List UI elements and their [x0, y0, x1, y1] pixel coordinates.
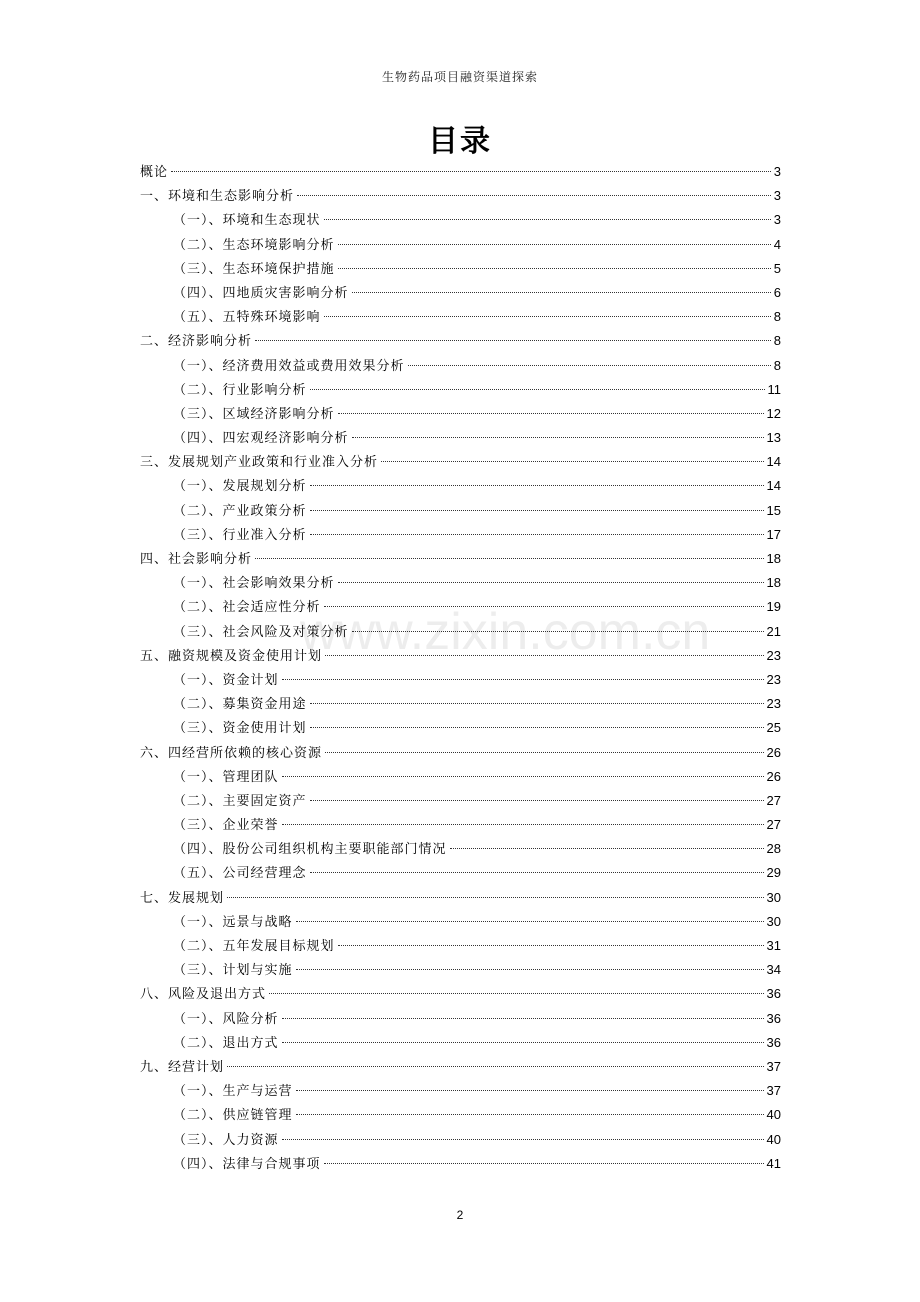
toc-entry-section[interactable]	[140, 813, 781, 837]
toc-entry-section[interactable]	[140, 378, 781, 402]
toc-entry-chapter[interactable]	[140, 160, 781, 184]
toc-entry-page: 30	[766, 913, 781, 929]
toc-entry-section[interactable]	[140, 789, 781, 813]
toc-entry-page: 27	[766, 792, 781, 808]
toc-entry-title: （三）、行业准入分析	[173, 527, 307, 543]
toc-entry-section[interactable]	[140, 402, 781, 426]
toc-entry-title: （二）、主要固定资产	[173, 793, 307, 809]
toc-entry-section[interactable]	[140, 692, 781, 716]
toc-entry-chapter[interactable]	[140, 741, 781, 765]
toc-entry-title: （四）、法律与合规事项	[173, 1156, 321, 1172]
toc-title: 目录	[428, 124, 492, 159]
toc-entry-section[interactable]	[140, 281, 781, 305]
toc-entry-page: 8	[773, 309, 781, 325]
toc-leader-dots	[352, 292, 771, 293]
toc-entry-page: 29	[766, 865, 781, 881]
toc-entry-section[interactable]	[140, 233, 781, 257]
toc-entry-page: 36	[766, 986, 781, 1002]
toc-entry-title: （一）、资金计划	[173, 672, 279, 688]
toc-leader-dots	[282, 776, 764, 777]
toc-entry-title: 七、发展规划	[140, 890, 225, 906]
toc-leader-dots	[282, 1018, 764, 1019]
toc-entry-chapter[interactable]	[140, 547, 781, 571]
toc-leader-dots	[171, 171, 771, 172]
toc-leader-dots	[255, 340, 771, 341]
toc-entry-page: 23	[766, 671, 781, 687]
toc-leader-dots	[296, 921, 764, 922]
toc-entry-title: （二）、供应链管理	[173, 1108, 293, 1124]
toc-entry-title: （二）、社会适应性分析	[173, 600, 321, 616]
toc-entry-page: 18	[766, 551, 781, 566]
toc-entry-title: （二）、行业影响分析	[173, 382, 307, 398]
toc-leader-dots	[282, 1042, 764, 1043]
toc-entry-page: 21	[766, 623, 781, 639]
toc-entry-page: 3	[773, 188, 781, 204]
toc-leader-dots	[325, 752, 764, 753]
toc-entry-page: 26	[766, 744, 781, 760]
toc-entry-section[interactable]	[140, 1079, 781, 1103]
toc-entry-section[interactable]	[140, 474, 781, 498]
toc-entry-chapter[interactable]	[140, 329, 781, 353]
toc-entry-section[interactable]	[140, 1103, 781, 1127]
toc-entry-chapter[interactable]	[140, 450, 781, 474]
toc-entry-page: 14	[766, 454, 781, 470]
running-header: 生物药品项目融资渠道探索	[381, 70, 538, 84]
toc-entry-title: 一、环境和生态影响分析	[140, 189, 295, 205]
toc-leader-dots	[338, 268, 771, 269]
toc-entry-page: 4	[773, 236, 781, 252]
toc-entry-title: （一）、社会影响效果分析	[173, 576, 335, 592]
toc-entry-page: 30	[766, 889, 781, 905]
table-of-contents	[140, 160, 781, 1176]
toc-leader-dots	[338, 244, 771, 245]
toc-entry-section[interactable]	[140, 1128, 781, 1152]
toc-leader-dots	[324, 219, 771, 220]
toc-entry-section[interactable]	[140, 765, 781, 789]
toc-entry-page: 11	[767, 381, 781, 397]
watermark: www.zixin.com.cn	[300, 603, 711, 661]
toc-entry-section[interactable]	[140, 958, 781, 982]
toc-entry-section[interactable]	[140, 1031, 781, 1055]
toc-entry-title: （二）、产业政策分析	[173, 503, 307, 519]
toc-entry-title: 二、经济影响分析	[140, 334, 253, 350]
toc-entry-page: 36	[766, 1034, 781, 1050]
toc-entry-section[interactable]	[140, 837, 781, 861]
toc-entry-page: 37	[766, 1058, 781, 1074]
toc-leader-dots	[310, 485, 764, 486]
toc-entry-chapter[interactable]	[140, 982, 781, 1006]
toc-entry-title: 八、风险及退出方式	[140, 987, 267, 1003]
toc-entry-title: （三）、资金使用计划	[173, 721, 307, 737]
toc-leader-dots	[310, 800, 764, 801]
toc-entry-title: （四）、四地质灾害影响分析	[173, 285, 349, 301]
toc-entry-title: （一）、经济费用效益或费用效果分析	[173, 358, 405, 374]
toc-entry-title: （二）、退出方式	[173, 1035, 279, 1051]
toc-entry-section[interactable]	[140, 426, 781, 450]
toc-entry-page: 17	[766, 526, 781, 542]
toc-entry-page: 3	[773, 212, 781, 228]
toc-entry-page: 26	[766, 768, 781, 784]
toc-leader-dots	[227, 897, 764, 898]
toc-entry-title: 四、社会影响分析	[140, 552, 253, 567]
toc-entry-section[interactable]	[140, 1152, 781, 1176]
toc-entry-section[interactable]	[140, 257, 781, 281]
toc-leader-dots	[381, 461, 764, 462]
toc-entry-section[interactable]	[140, 934, 781, 958]
toc-entry-section[interactable]	[140, 595, 781, 619]
toc-leader-dots	[338, 582, 764, 583]
toc-leader-dots	[282, 1139, 764, 1140]
toc-entry-page: 23	[766, 696, 781, 712]
toc-entry-title: 三、发展规划产业政策和行业准入分析	[140, 455, 379, 471]
toc-entry-title: 五、融资规模及资金使用计划	[140, 648, 323, 664]
toc-entry-page: 5	[773, 260, 781, 276]
toc-entry-title: （一）、生产与运营	[173, 1084, 293, 1100]
toc-leader-dots	[227, 1066, 764, 1067]
toc-entry-title: （二）、五年发展目标规划	[173, 939, 335, 954]
toc-entry-page: 23	[766, 647, 781, 663]
toc-entry-title: （四）、四宏观经济影响分析	[173, 431, 349, 447]
toc-entry-page: 8	[773, 357, 781, 373]
toc-entry-title: （一）、发展规划分析	[173, 479, 307, 495]
toc-entry-page: 28	[766, 841, 781, 857]
toc-leader-dots	[352, 631, 764, 632]
toc-leader-dots	[310, 727, 764, 728]
toc-entry-title: （三）、区域经济影响分析	[173, 406, 335, 422]
toc-entry-title: 概论	[140, 165, 169, 180]
toc-entry-page: 27	[766, 817, 781, 833]
toc-entry-title: （一）、管理团队	[173, 769, 279, 785]
toc-entry-section[interactable]	[140, 305, 781, 329]
toc-entry-section[interactable]	[140, 910, 781, 934]
toc-leader-dots	[297, 195, 771, 196]
toc-entry-title: 九、经营计划	[140, 1059, 225, 1075]
toc-leader-dots	[324, 316, 771, 317]
toc-leader-dots	[296, 1114, 764, 1115]
toc-entry-title: （一）、环境和生态现状	[173, 213, 321, 229]
toc-entry-title: （一）、风险分析	[173, 1011, 279, 1027]
toc-entry-section[interactable]	[140, 620, 781, 644]
toc-entry-chapter[interactable]	[140, 886, 781, 910]
toc-entry-page: 8	[773, 333, 781, 349]
toc-leader-dots	[338, 945, 764, 946]
toc-leader-dots	[296, 969, 764, 970]
toc-leader-dots	[282, 824, 764, 825]
toc-entry-section[interactable]	[140, 668, 781, 692]
toc-entry-title: （三）、企业荣誉	[173, 818, 279, 834]
toc-entry-section[interactable]	[140, 354, 781, 378]
toc-leader-dots	[310, 510, 764, 511]
toc-entry-title: （三）、计划与实施	[173, 963, 293, 979]
toc-leader-dots	[325, 655, 764, 656]
toc-entry-section[interactable]	[140, 1007, 781, 1031]
toc-entry-chapter[interactable]	[140, 1055, 781, 1079]
toc-entry-page: 36	[766, 1010, 781, 1026]
toc-leader-dots	[324, 1163, 764, 1164]
toc-entry-page: 40	[766, 1107, 781, 1123]
toc-entry-title: （二）、生态环境影响分析	[173, 237, 335, 253]
toc-entry-page: 37	[766, 1083, 781, 1099]
toc-entry-title: （五）、五特殊环境影响	[173, 310, 321, 326]
toc-entry-title: 六、四经营所依赖的核心资源	[140, 745, 323, 761]
toc-leader-dots	[255, 558, 764, 559]
toc-entry-page: 15	[766, 502, 781, 518]
toc-entry-title: （三）、生态环境保护措施	[173, 261, 335, 277]
toc-entry-title: （五）、公司经营理念	[173, 866, 307, 882]
toc-entry-section[interactable]	[140, 571, 781, 595]
toc-leader-dots	[269, 993, 764, 994]
toc-entry-section[interactable]	[140, 499, 781, 523]
toc-leader-dots	[310, 534, 764, 535]
toc-leader-dots	[310, 703, 764, 704]
toc-entry-page: 19	[766, 599, 781, 615]
toc-leader-dots	[352, 437, 764, 438]
toc-entry-chapter[interactable]	[140, 644, 781, 668]
toc-entry-page: 14	[766, 478, 781, 494]
toc-entry-page: 25	[766, 720, 781, 736]
toc-entry-page: 18	[766, 575, 781, 591]
toc-leader-dots	[310, 389, 765, 390]
toc-leader-dots	[408, 365, 771, 366]
toc-leader-dots	[310, 872, 764, 873]
page-number: 2	[456, 1208, 464, 1222]
toc-leader-dots	[324, 606, 764, 607]
toc-leader-dots	[338, 413, 764, 414]
toc-entry-page: 31	[766, 938, 781, 953]
toc-leader-dots	[282, 679, 764, 680]
toc-entry-chapter[interactable]	[140, 184, 781, 208]
toc-entry-page: 12	[766, 405, 781, 421]
toc-entry-page: 6	[773, 284, 781, 300]
toc-entry-title: （四）、股份公司组织机构主要职能部门情况	[173, 842, 447, 858]
toc-entry-title: （二）、募集资金用途	[173, 697, 307, 713]
toc-entry-section[interactable]	[140, 208, 781, 232]
toc-leader-dots	[296, 1090, 764, 1091]
toc-entry-title: （三）、社会风险及对策分析	[173, 624, 349, 640]
toc-entry-page: 34	[766, 962, 781, 978]
toc-entry-title: （三）、人力资源	[173, 1132, 279, 1148]
toc-entry-page: 3	[773, 164, 781, 179]
toc-entry-section[interactable]	[140, 523, 781, 547]
toc-entry-title: （一）、远景与战略	[173, 914, 293, 930]
toc-entry-page: 13	[766, 430, 781, 446]
toc-leader-dots	[450, 848, 764, 849]
toc-entry-page: 40	[766, 1131, 781, 1147]
toc-entry-section[interactable]	[140, 716, 781, 740]
toc-entry-section[interactable]	[140, 861, 781, 885]
toc-entry-page: 41	[766, 1155, 781, 1171]
